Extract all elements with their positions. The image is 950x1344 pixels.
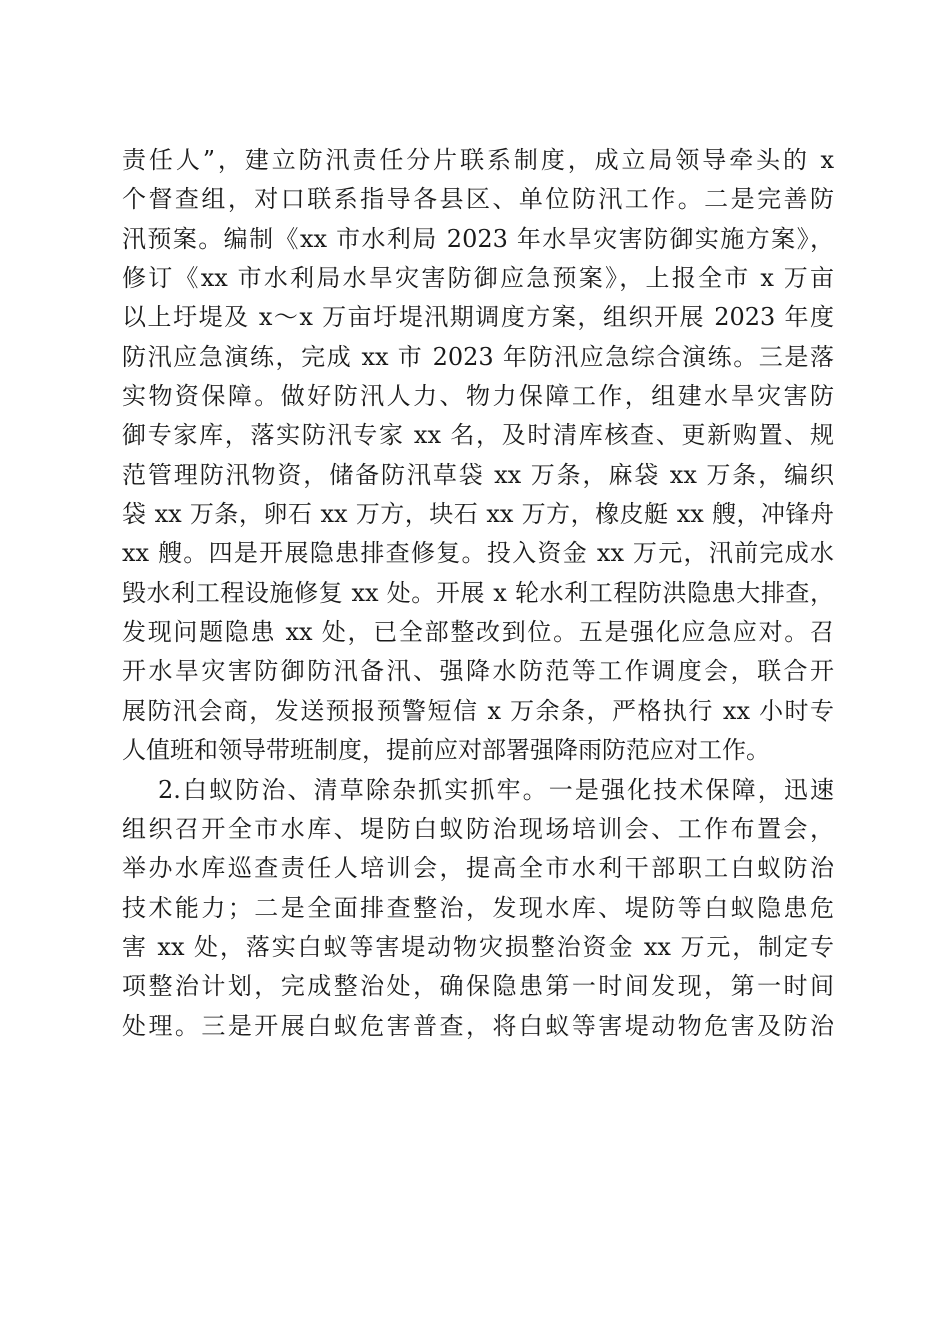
text-line: 害 xx 处，落实白蚁等害堤动物灾损整治资金 xx 万元，制定专 <box>122 932 834 961</box>
text-line: 防汛应急演练，完成 xx 市 2023 年防汛应急综合演练。三是落 <box>122 342 834 371</box>
document-body <box>122 141 834 1046</box>
text-line: 范管理防汛物资，储备防汛草袋 xx 万条，麻袋 xx 万条，编织 <box>122 460 834 489</box>
text-line: 展防汛会商，发送预报预警短信 x 万余条，严格执行 xx 小时专 <box>122 696 834 725</box>
text-line: 毁水利工程设施修复 xx 处。开展 x 轮水利工程防洪隐患大排查， <box>122 578 834 607</box>
text-line: 修订《xx 市水利局水旱灾害防御应急预案》，上报全市 x 万亩 <box>122 264 834 293</box>
text-line: 个督查组，对口联系指导各县区、单位防汛工作。二是完善防 <box>122 185 834 214</box>
text-line: 以上圩堤及 x～x 万亩圩堤汛期调度方案，组织开展 2023 年度 <box>122 303 834 332</box>
text-line: xx 艘。四是开展隐患排查修复。投入资金 xx 万元，汛前完成水 <box>122 539 834 568</box>
text-line: 汛预案。编制《xx 市水利局 2023 年水旱灾害防御实施方案》， <box>122 224 834 253</box>
text-line: 责任人”，建立防汛责任分片联系制度，成立局领导牵头的 x <box>122 146 834 174</box>
text-line: 处理。三是开展白蚁危害普查，将白蚁等害堤动物危害及防治 <box>122 1011 834 1040</box>
text-line: 技术能力；二是全面排查整治，发现水库、堤防等白蚁隐患危 <box>122 893 834 922</box>
text-line: 组织召开全市水库、堤防白蚁防治现场培训会、工作布置会， <box>122 814 834 843</box>
paragraph-flood-prevention <box>122 141 834 771</box>
text-line: 2.白蚁防治、清草除杂抓实抓牢。一是强化技术保障，迅速 <box>158 775 834 804</box>
text-line: 举办水库巡查责任人培训会，提高全市水利干部职工白蚁防治 <box>122 854 834 883</box>
text-line: 人值班和领导带班制度，提前应对部署强降雨防范应对工作。 <box>122 736 770 765</box>
paragraph-termite-control <box>122 771 834 1046</box>
text-line: 开水旱灾害防御防汛备汛、强降水防范等工作调度会，联合开 <box>122 657 834 686</box>
text-line: 实物资保障。做好防汛人力、物力保障工作，组建水旱灾害防 <box>122 382 834 411</box>
text-line: 发现问题隐患 xx 处，已全部整改到位。五是强化应急应对。召 <box>122 618 834 647</box>
text-line: 御专家库，落实防汛专家 xx 名，及时清库核查、更新购置、规 <box>122 421 834 450</box>
text-line: 袋 xx 万条，卵石 xx 万方，块石 xx 万方，橡皮艇 xx 艘，冲锋舟 <box>122 500 834 529</box>
text-line: 项整治计划，完成整治处，确保隐患第一时间发现，第一时间 <box>122 972 834 1001</box>
